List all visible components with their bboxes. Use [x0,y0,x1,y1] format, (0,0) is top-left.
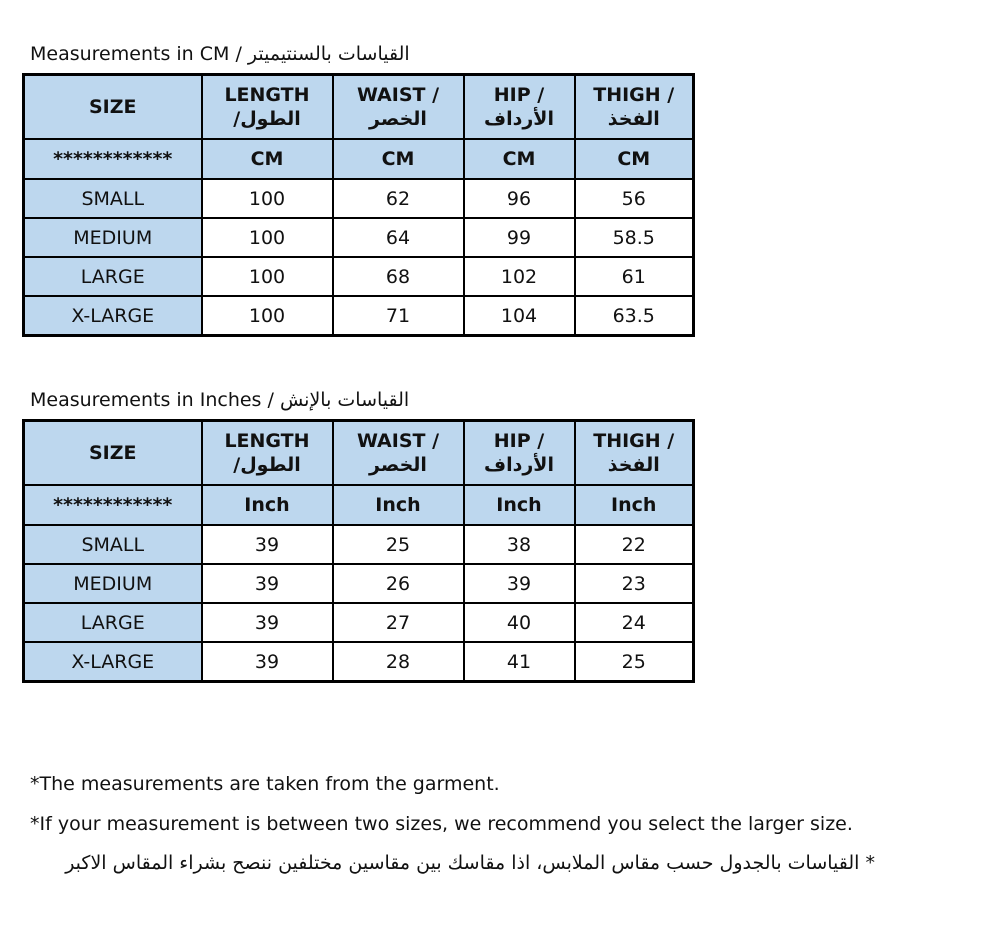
waist-value: 26 [333,564,464,603]
cm-unit-thigh: CM [575,139,694,179]
hip-value: 104 [464,296,575,336]
cm-unit-placeholder: ************ [24,139,202,179]
cm-header-length: LENGTH الطول/ [202,75,333,140]
waist-value: 68 [333,257,464,296]
table-row [24,257,694,296]
inch-section-heading: Measurements in Inches / القياسات بالإنش [30,389,410,411]
note-garment-measurement: *The measurements are taken from the garment. [30,773,500,795]
waist-value: 62 [333,179,464,218]
inch-header-thigh: THIGH / الفخذ [575,421,694,486]
waist-value: 25 [333,525,464,564]
inch-header-length: LENGTH الطول/ [202,421,333,486]
thigh-value: 25 [575,642,694,682]
inch-unit-row [24,485,694,525]
size-label: MEDIUM [24,564,202,603]
note-between-sizes: *If your measurement is between two sizes, we recommend you select the larger size. [30,813,853,835]
length-value: 100 [202,218,333,257]
length-value: 39 [202,642,333,682]
length-value: 39 [202,564,333,603]
table-row [24,218,694,257]
inch-size-table [22,419,695,683]
table-row [24,642,694,682]
inch-unit-length: Inch [202,485,333,525]
inch-header-size: SIZE [24,421,202,486]
cm-section-heading: Measurements in CM / القياسات بالسنتيميتر [30,43,410,65]
table-row [24,525,694,564]
cm-header-hip: HIP / الأرداف [464,75,575,140]
table-row [24,179,694,218]
cm-header-size: SIZE [24,75,202,140]
thigh-value: 22 [575,525,694,564]
cm-header-waist: WAIST / الخصر [333,75,464,140]
size-label: X-LARGE [24,642,202,682]
size-label: X-LARGE [24,296,202,336]
inch-unit-waist: Inch [333,485,464,525]
thigh-value: 58.5 [575,218,694,257]
waist-value: 64 [333,218,464,257]
waist-value: 27 [333,603,464,642]
length-value: 39 [202,525,333,564]
inch-unit-hip: Inch [464,485,575,525]
length-value: 100 [202,179,333,218]
cm-header-row [24,75,694,140]
inch-unit-placeholder: ************ [24,485,202,525]
length-value: 100 [202,296,333,336]
cm-size-table [22,73,695,337]
hip-value: 102 [464,257,575,296]
hip-value: 40 [464,603,575,642]
size-label: LARGE [24,257,202,296]
hip-value: 41 [464,642,575,682]
hip-value: 38 [464,525,575,564]
hip-value: 96 [464,179,575,218]
inch-header-waist: WAIST / الخصر [333,421,464,486]
thigh-value: 24 [575,603,694,642]
waist-value: 28 [333,642,464,682]
cm-unit-length: CM [202,139,333,179]
inch-header-row [24,421,694,486]
inch-header-hip: HIP / الأرداف [464,421,575,486]
thigh-value: 63.5 [575,296,694,336]
waist-value: 71 [333,296,464,336]
size-label: SMALL [24,179,202,218]
cm-unit-waist: CM [333,139,464,179]
table-row [24,564,694,603]
size-label: LARGE [24,603,202,642]
cm-unit-hip: CM [464,139,575,179]
inch-unit-thigh: Inch [575,485,694,525]
table-row [24,296,694,336]
table-row [24,603,694,642]
size-label: MEDIUM [24,218,202,257]
size-label: SMALL [24,525,202,564]
hip-value: 99 [464,218,575,257]
length-value: 100 [202,257,333,296]
length-value: 39 [202,603,333,642]
thigh-value: 61 [575,257,694,296]
thigh-value: 23 [575,564,694,603]
cm-header-thigh: THIGH / الفخذ [575,75,694,140]
cm-unit-row [24,139,694,179]
thigh-value: 56 [575,179,694,218]
hip-value: 39 [464,564,575,603]
note-arabic: * القياسات بالجدول حسب مقاس الملابس، اذا مقاسك بين مقاسين مختلفين ننصح بشراء المقاس الاكبر [65,852,875,874]
